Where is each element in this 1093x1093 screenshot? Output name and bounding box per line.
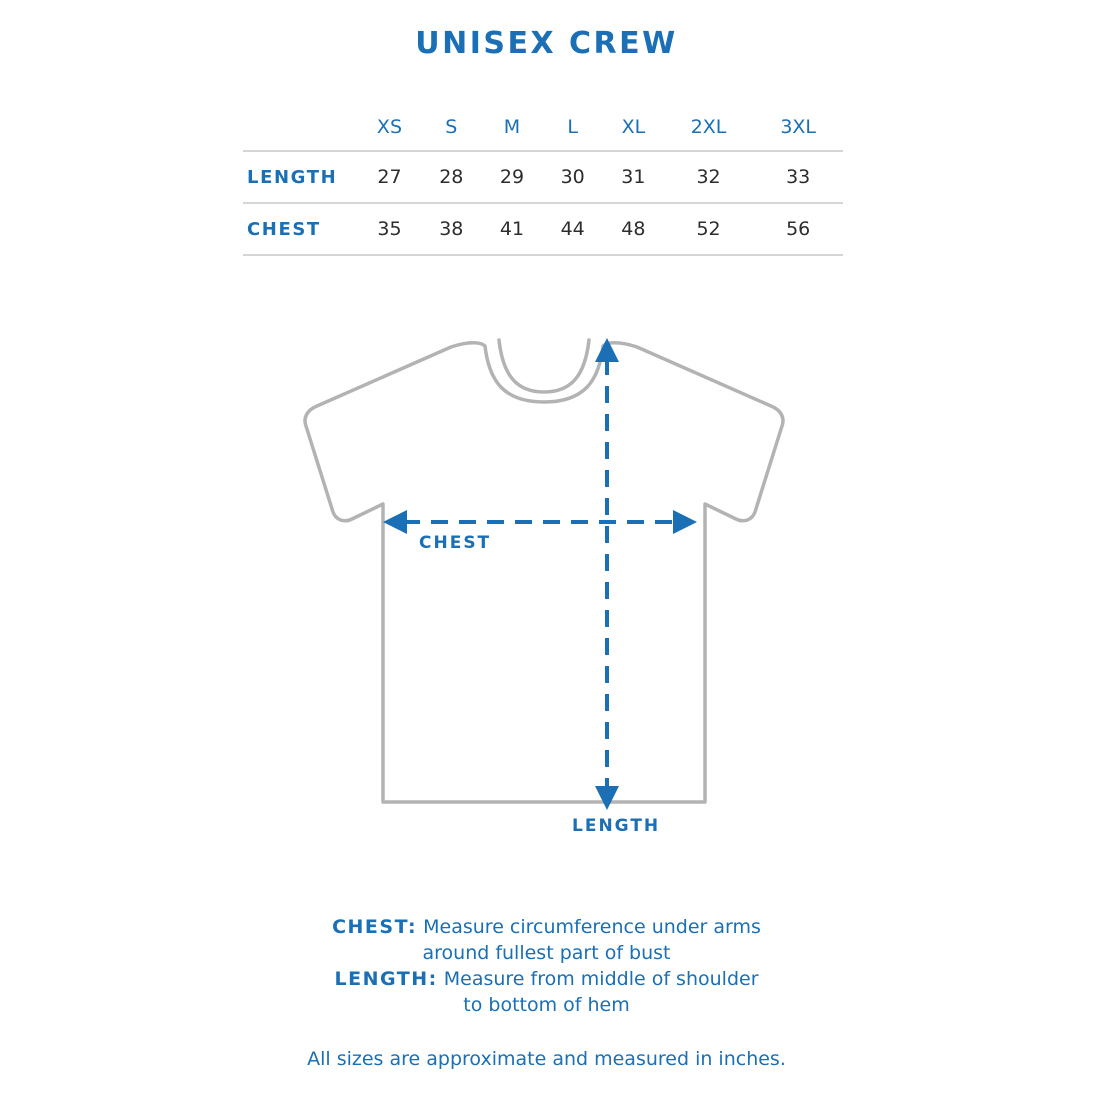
chest-measure-label: CHEST <box>419 533 492 553</box>
chest-s: 38 <box>439 218 464 240</box>
size-table-header <box>243 104 843 151</box>
size-header-s: S <box>445 116 458 138</box>
length-xs: 27 <box>377 166 402 188</box>
table-row-length <box>243 151 843 203</box>
vertical-double-arrow-icon <box>595 338 619 810</box>
tshirt-outline-icon <box>305 340 783 802</box>
footnote: All sizes are approximate and measured in inches. <box>307 1048 786 1070</box>
length-note-line2: to bottom of hem <box>463 994 630 1016</box>
table-row-chest <box>243 203 843 255</box>
size-header-xl: XL <box>621 116 646 138</box>
size-header-2xl: 2XL <box>690 116 727 138</box>
length-note-text: Measure from middle of shoulder <box>437 968 759 990</box>
length-3xl: 33 <box>786 166 811 188</box>
length-s: 28 <box>439 166 464 188</box>
chest-l: 44 <box>560 218 585 240</box>
length-measure-label: LENGTH <box>572 816 661 836</box>
size-table <box>243 104 843 256</box>
page-title: UNISEX CREW <box>415 26 678 61</box>
chest-note-line2: around fullest part of bust <box>422 942 671 964</box>
horizontal-double-arrow-icon <box>383 510 697 534</box>
chest-xl: 48 <box>621 218 646 240</box>
chest-note-text: Measure circumference under arms <box>417 916 761 938</box>
size-table-body <box>243 151 843 255</box>
row-label-length: LENGTH <box>247 166 338 188</box>
length-l: 30 <box>560 166 585 188</box>
chest-2xl: 52 <box>696 218 721 240</box>
chest-note-term: CHEST: <box>332 916 418 938</box>
tshirt-diagram <box>255 320 845 880</box>
table-corner-cell <box>243 104 358 151</box>
size-header-l: L <box>567 116 578 138</box>
chest-m: 41 <box>499 218 525 240</box>
length-2xl: 32 <box>696 166 721 188</box>
length-m: 29 <box>499 166 525 188</box>
chest-xs: 35 <box>377 218 402 240</box>
size-header-xs: XS <box>376 116 402 138</box>
length-note-line1 <box>0 966 1093 992</box>
size-header-m: M <box>503 116 521 138</box>
measurement-notes <box>0 914 1093 1018</box>
table-header-row <box>243 104 843 151</box>
chest-3xl: 56 <box>786 218 811 240</box>
row-label-chest: CHEST <box>247 218 321 240</box>
chest-note-line1 <box>0 914 1093 940</box>
length-xl: 31 <box>621 166 646 188</box>
size-header-3xl: 3XL <box>780 116 817 138</box>
length-note-term: LENGTH: <box>334 968 438 990</box>
